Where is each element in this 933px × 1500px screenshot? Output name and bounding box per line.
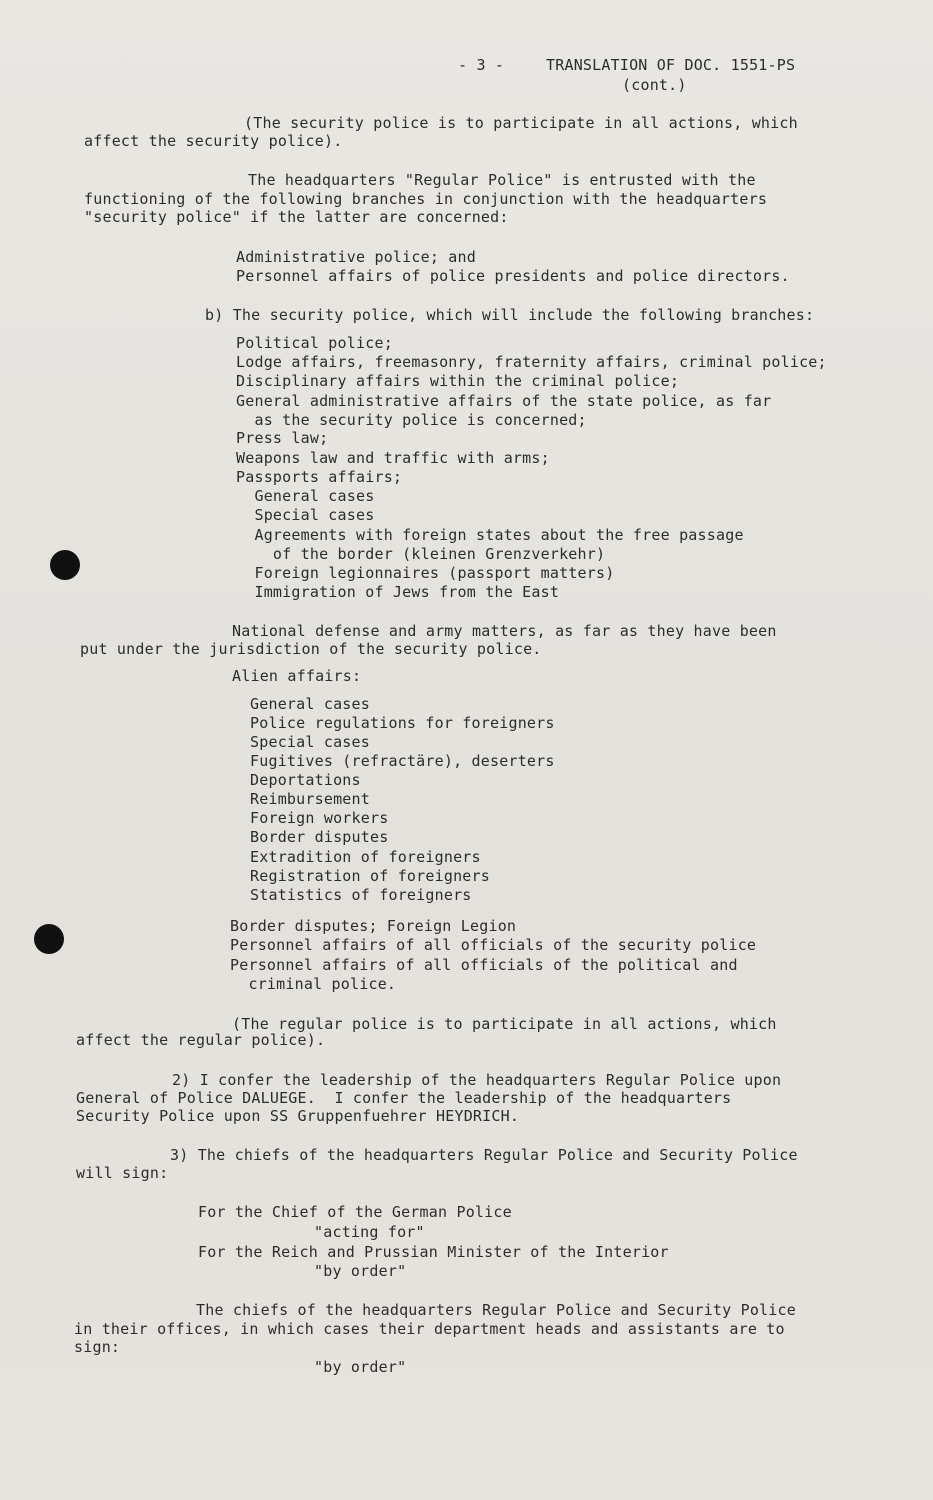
regular-para-line-1: The headquarters "Regular Police" is entrusted with the [248,171,756,189]
point2-line-3: Security Police upon SS Gruppenfuehrer HEYDRICH. [76,1107,520,1125]
alien-item-8: Border disputes [250,828,389,846]
document-title: TRANSLATION OF DOC. 1551-PS [546,56,796,74]
regular-branch-2: Personnel affairs of police presidents and police directors. [236,267,790,285]
security-branch-7: Weapons law and traffic with arms; [236,449,550,467]
alien-item-3: Special cases [250,733,370,751]
document-cont: (cont.) [622,76,687,94]
punch-hole-upper [50,550,80,580]
alien-item-9: Extradition of foreigners [250,848,481,866]
closing-line-3: sign: [74,1338,121,1356]
security-branch-14: Immigration of Jews from the East [236,583,560,601]
security-branch-13: Foreign legionnaires (passport matters) [236,564,615,582]
alien-item-4: Fugitives (refractäre), deserters [250,752,555,770]
point3-line-2: will sign: [76,1164,169,1182]
alien-item-5: Deportations [250,771,361,789]
security-branch-4: General administrative affairs of the state police, as far [236,392,772,410]
point3-line-1: 3) The chiefs of the headquarters Regular Police and Security Police [170,1146,798,1164]
security-branch-10: Special cases [236,506,375,524]
closing-line-1: The chiefs of the headquarters Regular Police and Security Police [196,1301,796,1319]
security-branch-5: as the security police is concerned; [236,411,587,429]
punch-hole-lower [34,924,64,954]
regular-para-line-2: functioning of the following branches in conjunction with the headquarters [84,190,768,208]
national-defense-line-1: National defense and army matters, as far as they have been [232,622,777,640]
closing-sign: "by order" [314,1358,407,1376]
security-branch-6: Press law; [236,429,329,447]
alien-item-10: Registration of foreigners [250,867,490,885]
point2-line-2: General of Police DALUEGE. I confer the leadership of the headquarters [76,1089,732,1107]
security-branch-2: Lodge affairs, freemasonry, fraternity affairs, criminal police; [236,353,827,371]
alien-item-1: General cases [250,695,370,713]
regular-para-line-3: "security police" if the latter are concerned: [84,208,509,226]
intro-line-1: (The security police is to participate in all actions, which [244,114,798,132]
intro-line-2: affect the security police). [84,132,343,150]
border-item-1: Border disputes; Foreign Legion [230,917,517,935]
regular-participate-line-2: affect the regular police). [76,1031,326,1049]
alien-item-2: Police regulations for foreigners [250,714,555,732]
border-item-3: Personnel affairs of all officials of the political and [230,956,738,974]
security-branch-1: Political police; [236,334,393,352]
regular-participate-line-1: (The regular police is to participate in all actions, which [232,1015,777,1033]
alien-item-7: Foreign workers [250,809,389,827]
signature-line-1: For the Chief of the German Police [198,1203,512,1221]
national-defense-line-2: put under the jurisdiction of the security police. [80,640,542,658]
closing-line-2: in their offices, in which cases their department heads and assistants are to [74,1320,785,1338]
border-item-4: criminal police. [230,975,397,993]
alien-item-11: Statistics of foreigners [250,886,472,904]
point2-line-1: 2) I confer the leadership of the headquarters Regular Police upon [172,1071,782,1089]
security-branch-9: General cases [236,487,375,505]
alien-heading: Alien affairs: [232,667,362,685]
alien-item-6: Reimbursement [250,790,370,808]
border-item-2: Personnel affairs of all officials of the security police [230,936,757,954]
security-branch-8: Passports affairs; [236,468,403,486]
signature-line-3: For the Reich and Prussian Minister of the Interior [198,1243,669,1261]
section-b-intro: b) The security police, which will include the following branches: [205,306,815,324]
security-branch-12: of the border (kleinen Grenzverkehr) [236,545,606,563]
signature-line-4: "by order" [314,1262,407,1280]
security-branch-11: Agreements with foreign states about the free passage [236,526,744,544]
page-number: - 3 - [458,56,505,74]
security-branch-3: Disciplinary affairs within the criminal police; [236,372,680,390]
regular-branch-1: Administrative police; and [236,248,476,266]
signature-line-2: "acting for" [314,1223,425,1241]
